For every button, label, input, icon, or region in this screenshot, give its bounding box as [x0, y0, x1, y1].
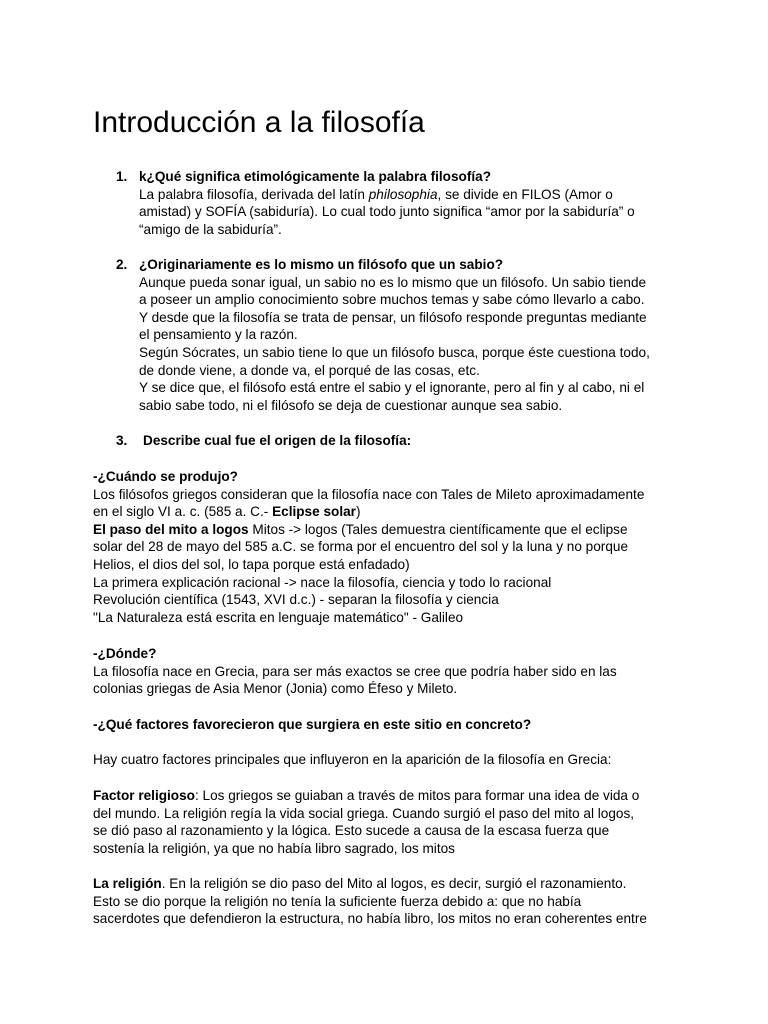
paragraph-line: solar del 28 de mayo del 585 a.C. se forma por el encuentro del sol y la luna y no porque	[93, 539, 629, 555]
factores-intro	[93, 751, 683, 769]
section-heading: -¿Dónde?	[93, 646, 157, 661]
question-number: 3.	[116, 433, 128, 448]
answer-line: de donde viene, a donde va, el porqué de las cosas, etc.	[139, 362, 480, 378]
question-heading: ¿Originariamente es lo mismo un filósofo que un sabio?	[139, 257, 504, 272]
question-number: 1.	[116, 169, 128, 184]
paragraph-line: Helios, el dios del sol, lo tapa porque está enfadado)	[93, 556, 410, 572]
paragraph-line: Factor religioso: Los griegos se guiaban a través de mitos para formar una idea de vida o	[93, 788, 640, 803]
section-la-religion	[93, 875, 683, 928]
question-heading: k¿Qué significa etimológicamente la palabra filosofía?	[139, 169, 492, 184]
paragraph-line: colonias griegas de Asia Menor (Jonia) como Éfeso y Mileto.	[93, 681, 458, 697]
paragraph-line: El paso del mito a logos Mitos -> logos (Tales demuestra científicamente que el eclipse	[93, 521, 628, 537]
question-heading: Describe cual fue el origen de la filosofía:	[143, 433, 412, 448]
document-title: Introducción a la filosofía	[93, 106, 425, 139]
paragraph-line: Esto se dio porque la religión no tenía la suficiente fuerza debido a: que no había	[93, 893, 582, 909]
section-donde	[93, 645, 683, 698]
paragraph-line: Revolución científica (1543, XVI d.c.) - separan la filosofía y ciencia	[93, 592, 499, 608]
paragraph-line: Hay cuatro factores principales que influyeron en la aparición de la filosofía en Grecia:	[93, 752, 612, 767]
paragraph-line: del mundo. La religión regía la vida social griega. Cuando surgió el paso del mito al logos,	[93, 805, 635, 821]
paragraph-line: "La Naturaleza está escrita en lenguaje matemático" - Galileo	[93, 609, 464, 625]
answer-line: a poseer un amplio conocimiento sobre muchos temas y sabe cómo llevarlo a cabo.	[139, 292, 645, 308]
answer-line: Aunque pueda sonar igual, un sabio no es lo mismo que un filósofo. Un sabio tiende	[139, 274, 647, 290]
question-2	[93, 256, 683, 414]
answer-line: amistad) y SOFÍA (sabiduría). Lo cual todo junto significa “amor por la sabiduría” o	[139, 204, 635, 220]
answer-line: el pensamiento y la razón.	[139, 327, 298, 343]
paragraph-line: sostenía la religión, ya que no había libro sagrado, los mitos	[93, 840, 455, 856]
question-number: 2.	[116, 257, 128, 272]
bold-term: El paso del mito a logos	[93, 521, 249, 537]
paragraph-line: sacerdotes que defendieron la estructura, no había libro, los mitos no eran coherentes entre	[93, 911, 647, 927]
answer-line: sabio sabe todo, ni el filósofo se deja de cuestionar aunque sea sabio.	[139, 397, 563, 413]
bold-term: La religión	[93, 876, 162, 891]
answer-line: Según Sócrates, un sabio tiene lo que un filósofo busca, porque éste cuestiona todo,	[139, 344, 650, 360]
answer-line: “amigo de la sabiduría”.	[139, 221, 282, 237]
section-cuando	[93, 468, 683, 626]
paragraph-line: Los filósofos griegos consideran que la filosofía nace con Tales de Mileto aproximadamente	[93, 486, 645, 502]
paragraph-line: se dió paso al razonamiento y la lógica. Esto sucede a causa de la escasa fuerza que	[93, 823, 610, 839]
section-factores	[93, 716, 683, 734]
section-heading: -¿Cuándo se produjo?	[93, 469, 238, 484]
bold-term: Eclipse solar	[272, 504, 356, 520]
paragraph-line: La religión. En la religión se dio paso del Mito al logos, es decir, surgió el razonamiento.	[93, 876, 627, 891]
answer-line: Y se dice que, el filósofo está entre el sabio y el ignorante, pero al fin y al cabo, ni el	[139, 380, 645, 396]
latin-term: philosophia	[368, 186, 438, 202]
question-3	[93, 432, 683, 450]
question-1	[93, 168, 683, 238]
section-heading: -¿Qué factores favorecieron que surgiera en este sitio en concreto?	[93, 717, 532, 732]
section-factor-religioso	[93, 787, 683, 857]
answer-line: La palabra filosofía, derivada del latín philosophia, se divide en FILOS (Amor o	[139, 186, 613, 202]
paragraph-line: La filosofía nace en Grecia, para ser más exactos se cree que podría haber sido en las	[93, 663, 617, 679]
paragraph-line: La primera explicación racional -> nace la filosofía, ciencia y todo lo racional	[93, 574, 552, 590]
paragraph-line: en el siglo VI a. c. (585 a. C.- Eclipse solar)	[93, 504, 361, 520]
answer-line: Y desde que la filosofía se trata de pensar, un filósofo responde preguntas mediante	[139, 309, 647, 325]
bold-term: Factor religioso	[93, 788, 195, 803]
